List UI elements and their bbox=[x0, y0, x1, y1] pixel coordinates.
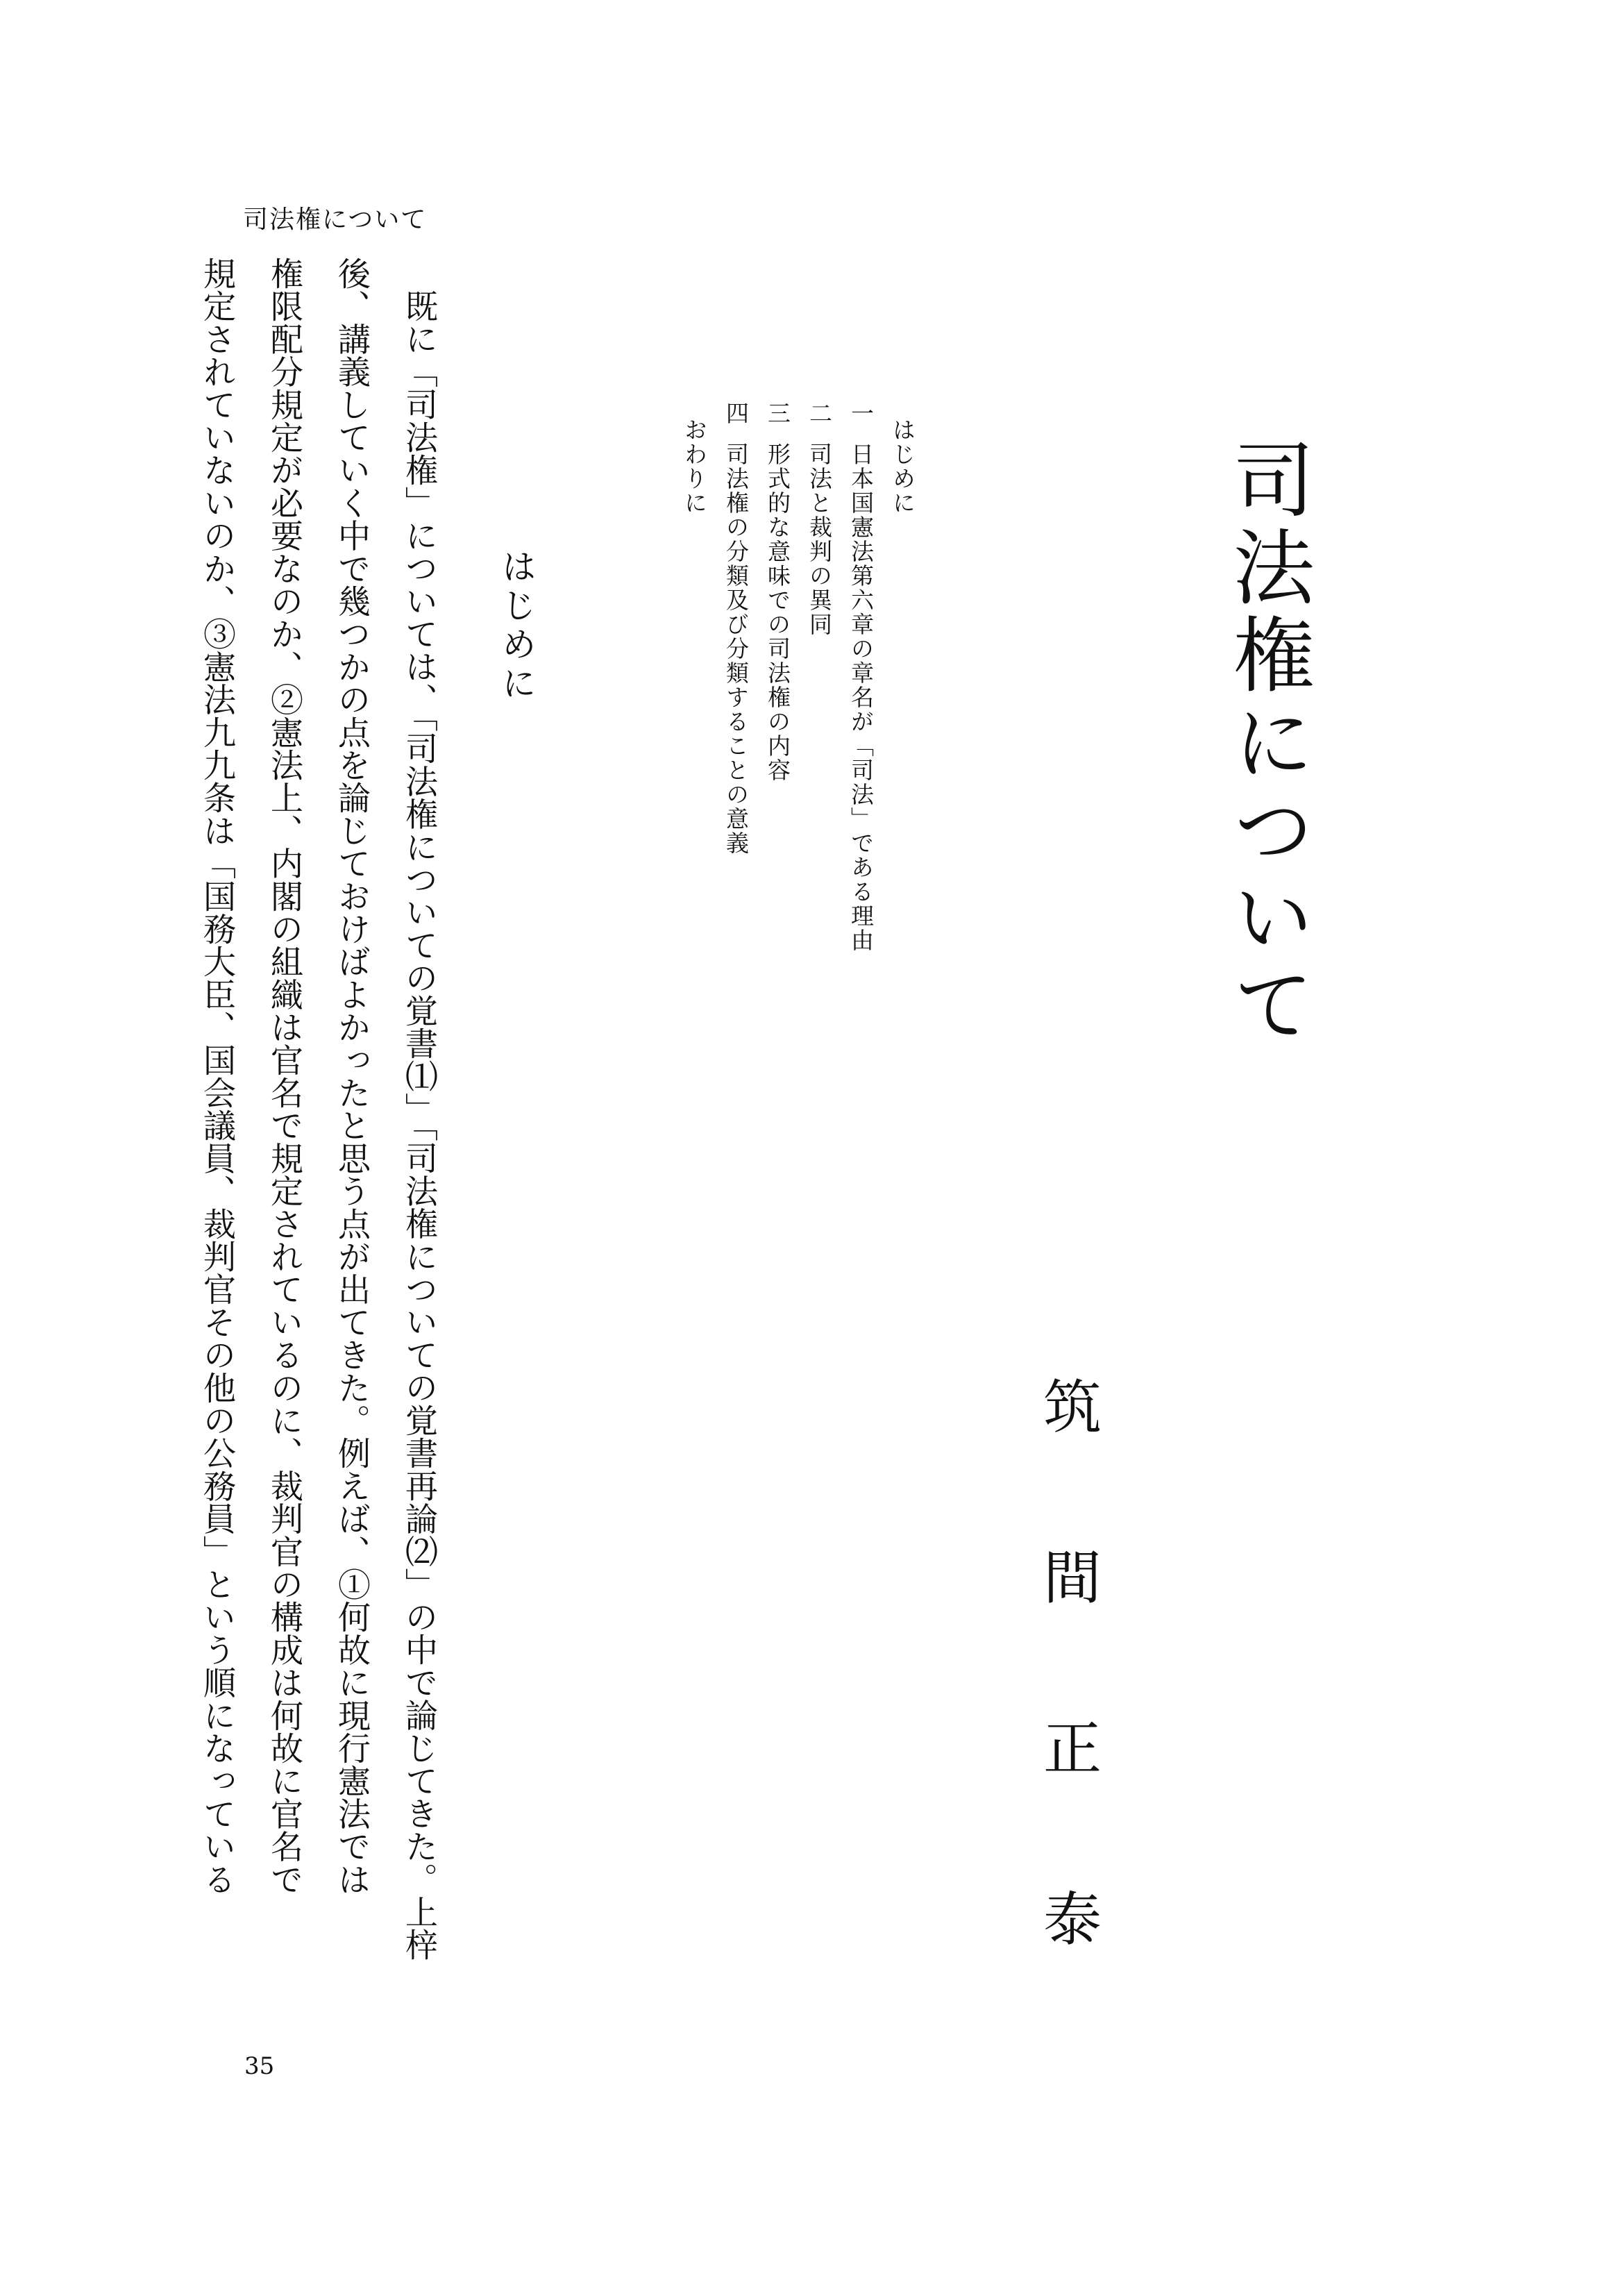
toc-item bbox=[764, 401, 791, 782]
body-column: 権限配分規定が必要なのか、②憲法上、内閣の組織は官名で規定されているのに、裁判官の構成は何故に官名で bbox=[265, 257, 303, 1895]
author-char: 筑 bbox=[1043, 1373, 1102, 1441]
toc-item-number: 二 bbox=[806, 401, 833, 426]
section-heading: はじめに bbox=[496, 548, 537, 704]
body-text bbox=[187, 257, 486, 1993]
body-column: 後、講義していく中で幾つかの点を論じておけばよかったと思う点が出てきた。例えば、①何故に現行憲法では bbox=[332, 257, 371, 1895]
toc-item-label: 司法と裁判の異同 bbox=[806, 442, 833, 637]
toc-item-number: 三 bbox=[764, 401, 791, 426]
toc-item-label: はじめに bbox=[889, 418, 916, 515]
toc-item-number: 一 bbox=[848, 401, 875, 426]
toc-item bbox=[888, 401, 916, 515]
table-of-contents bbox=[680, 401, 923, 1096]
author-name bbox=[1034, 1373, 1111, 2061]
toc-item-number: 四 bbox=[723, 401, 750, 426]
toc-item bbox=[805, 401, 833, 637]
body-column: 既に「司法権」については、「司法権についての覚書⑴」「司法権についての覚書再論⑵」の中で論じてきた。上梓 bbox=[400, 290, 438, 1961]
toc-item bbox=[847, 401, 875, 953]
toc-item bbox=[722, 401, 750, 855]
toc-item bbox=[680, 401, 708, 515]
toc-item-label: 司法権の分類及び分類することの意義 bbox=[723, 442, 750, 855]
toc-item-label: 日本国憲法第六章の章名が「司法」である理由 bbox=[848, 442, 875, 953]
author-char: 間 bbox=[1043, 1544, 1102, 1612]
running-head: 司法権について bbox=[243, 206, 428, 234]
article-title: 司法権について bbox=[1219, 437, 1315, 1050]
toc-item-label: おわりに bbox=[681, 418, 708, 515]
body-column: 規定されていないのか、③憲法九九条は「国務大臣、国会議員、裁判官その他の公務員」という順になっている bbox=[198, 257, 236, 1895]
author-char: 正 bbox=[1043, 1715, 1102, 1783]
author-char: 泰 bbox=[1043, 1886, 1102, 1954]
toc-item-label: 形式的な意味での司法権の内容 bbox=[764, 442, 791, 782]
page-number: 35 bbox=[244, 2052, 275, 2080]
